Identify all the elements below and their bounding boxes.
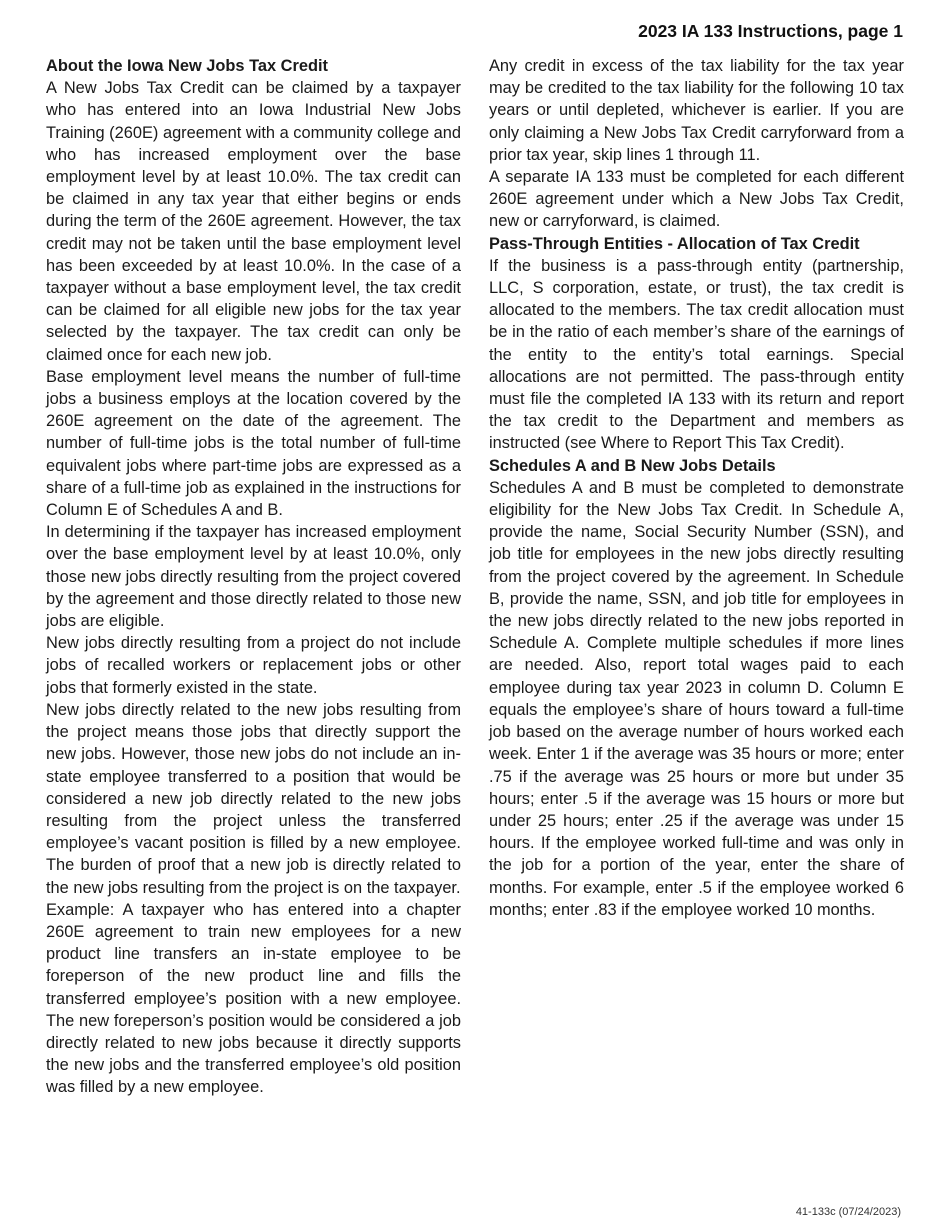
paragraph-new-jobs-exclusions: New jobs directly resulting from a project do not include jobs of recalled workers or replacement jobs or other jobs that formerly existed in the state. bbox=[46, 634, 461, 697]
paragraph-directly-related-jobs: New jobs directly related to the new jobs resulting from the project means those jobs that directly support the new jobs. However, those new jobs do not include an in-state employee transferred to a position that would be considered a new job directly related to the new jobs resulting from the project unless the transferred employee’s vacant position is filled by a new employee. The burden of proof that a new job is directly related to the new jobs resulting from the project is on the taxpayer. bbox=[46, 700, 461, 897]
paragraph-pass-through: If the business is a pass-through entity (partnership, LLC, S corporation, estate, or trust), the tax credit is allocated to the members. The tax credit allocation must be in the ratio of each member’s share of the earnings of the entity to the entity’s total earnings. Special allocations are not permitted. The pass-through entity must file the completed IA 133 with its return and report the tax credit to the Department and members as instructed (see Where to Report This Tax Credit). bbox=[489, 256, 904, 453]
form-code: 41-133c (07/24/2023) bbox=[795, 1206, 901, 1218]
section-heading-about: About the Iowa New Jobs Tax Credit bbox=[46, 57, 329, 75]
paragraph-determining-increase: In determining if the taxpayer has increased employment over the base employment level by at least 10.0%, only those new jobs directly resulting from the project covered by the agreement and those directly related to those new jobs are eligible. bbox=[46, 523, 461, 631]
paragraph-carryforward: Any credit in excess of the tax liability for the tax year may be credited to the tax liability for the following 10 tax years or until depleted, whichever is earlier. If you are only claiming a New Jobs Tax Credit carryforward from a prior tax year, skip lines 1 through 11. bbox=[489, 57, 904, 164]
paragraph-separate-form: A separate IA 133 must be completed for each different 260E agreement under which a New Jobs Tax Credit, new or carryforward, is claimed. bbox=[489, 168, 904, 231]
paragraph-base-employment: Base employment level means the number of full-time jobs a business employs at the location covered by the 260E agreement on the date of the agreement. The number of full-time jobs is the total number of full-time equivalent jobs where part-time jobs are expressed as a share of a full-time job as explained in the instructions for Column E of Schedules A and B. bbox=[46, 367, 461, 520]
left-column bbox=[46, 55, 461, 1099]
paragraph-example: Example: A taxpayer who has entered into a chapter 260E agreement to train new employees for a new product line transfers an in-state employee to be foreperson of the new product line and fills the transferred employee’s position with a new employee. The new foreperson’s position would be considered a job directly related to new jobs because it directly supports the new jobs and the transferred employee’s old position was filled by a new employee. bbox=[46, 900, 461, 1097]
paragraph-credit-overview: A New Jobs Tax Credit can be claimed by a taxpayer who has entered into an Iowa Industrial New Jobs Training (260E) agreement with a community college and who has increased employment over the base employment level by at least 10.0%. The tax credit can be claimed in any tax year that either begins or ends during the term of the 260E agreement. However, the tax credit may not be taken until the base employment level has been exceeded by at least 10.0%. In the case of a taxpayer without a base employment level, the tax credit can be claimed for all eligible new jobs for the tax year selected by the taxpayer. The tax credit can only be claimed once for each new job. bbox=[46, 79, 461, 364]
right-column bbox=[489, 55, 904, 921]
section-heading-pass-through: Pass-Through Entities - Allocation of Tax Credit bbox=[489, 234, 860, 253]
paragraph-schedules: Schedules A and B must be completed to demonstrate eligibility for the New Jobs Tax Credit. In Schedule A, provide the name, Social Security Number (SSN), and job title for employees in the new jobs directly resulting from the project covered by the agreement. In Schedule B, provide the name, SSN, and job title for employees in the new jobs directly related to the new jobs reported in Schedule A. Complete multiple schedules if more lines are needed. Also, report total wages paid to each employee during tax year 2023 in column D. Column E equals the employee’s share of hours toward a full-time job based on the average number of hours worked each week. Enter 1 if the average was 35 hours or more; enter .75 if the average was 25 hours or more but under 35 hours; enter .5 if the average was 15 hours or more but under 25 hours; enter .25 if the average was under 15 hours. If the employee worked full-time and was only in the job for a portion of the year, enter the share of months. For example, enter .5 if the employee worked 6 months; enter .83 if the employee worked 10 months. bbox=[489, 478, 904, 919]
section-heading-schedules: Schedules A and B New Jobs Details bbox=[489, 456, 776, 475]
page-title: 2023 IA 133 Instructions, page 1 bbox=[638, 21, 903, 41]
